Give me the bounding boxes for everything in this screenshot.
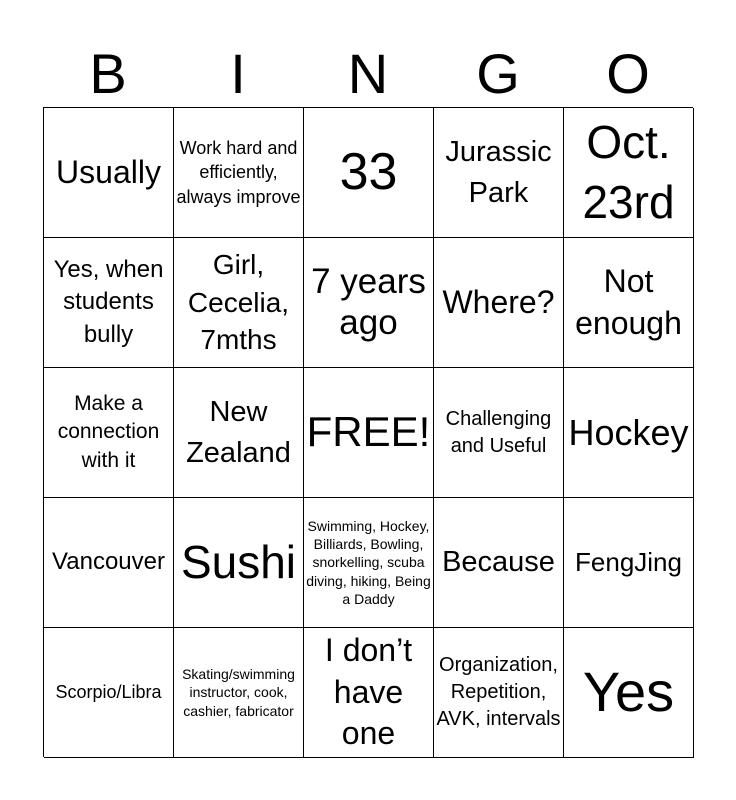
bingo-cell[interactable]: Hockey — [564, 368, 694, 498]
bingo-cell[interactable]: Skating/swimming instructor, cook, cashier, fabricator — [174, 628, 304, 758]
bingo-cell[interactable]: Yes, when students bully — [44, 238, 174, 368]
bingo-header — [43, 40, 693, 106]
bingo-cell[interactable]: Yes — [564, 628, 694, 758]
bingo-cell[interactable]: Challenging and Useful — [434, 368, 564, 498]
bingo-cell[interactable]: 33 — [304, 108, 434, 238]
bingo-cell[interactable]: Where? — [434, 238, 564, 368]
header-letter-b: B — [89, 42, 127, 105]
bingo-cell[interactable]: Oct. 23rd — [564, 108, 694, 238]
bingo-cell[interactable]: FengJing — [564, 498, 694, 628]
bingo-cell[interactable]: Organization, Repetition, AVK, intervals — [434, 628, 564, 758]
bingo-cell[interactable]: Girl, Cecelia, 7mths — [174, 238, 304, 368]
header-letter-i: I — [230, 42, 246, 105]
bingo-cell[interactable]: New Zealand — [174, 368, 304, 498]
bingo-cell[interactable]: Not enough — [564, 238, 694, 368]
bingo-cell[interactable]: Because — [434, 498, 564, 628]
bingo-cell[interactable]: Make a connection with it — [44, 368, 174, 498]
bingo-cell[interactable]: Sushi — [174, 498, 304, 628]
bingo-cell[interactable]: I don’t have one — [304, 628, 434, 758]
bingo-cell[interactable]: 7 years ago — [304, 238, 434, 368]
bingo-cell[interactable]: Work hard and efficiently, always improve — [174, 108, 304, 238]
header-letter-g: G — [476, 42, 520, 105]
free-space[interactable]: FREE! — [304, 368, 434, 498]
bingo-cell[interactable]: Usually — [44, 108, 174, 238]
bingo-board — [43, 107, 693, 757]
bingo-cell[interactable]: Scorpio/Libra — [44, 628, 174, 758]
header-letter-o: O — [606, 42, 650, 105]
header-letter-n: N — [347, 42, 389, 105]
bingo-cell[interactable]: Vancouver — [44, 498, 174, 628]
bingo-cell[interactable]: Jurassic Park — [434, 108, 564, 238]
bingo-cell[interactable]: Swimming, Hockey, Billiards, Bowling, snorkelling, scuba diving, hiking, Being a Daddy — [304, 498, 434, 628]
